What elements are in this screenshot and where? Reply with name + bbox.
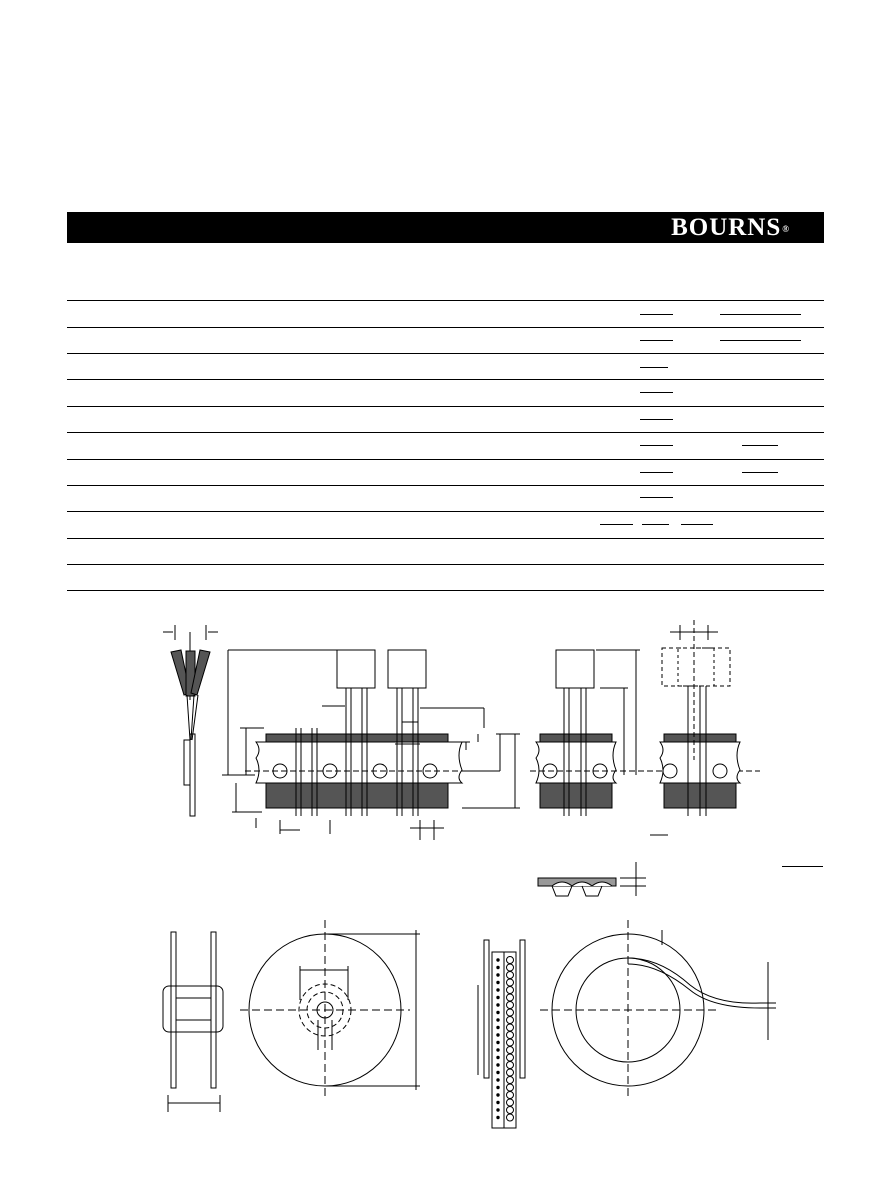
reel-front-view — [240, 920, 420, 1100]
sprocket-hole — [497, 1026, 499, 1028]
reel-side-view — [163, 932, 223, 1112]
tape-reel-front — [540, 920, 776, 1100]
sprocket-hole — [497, 974, 499, 976]
sprocket-hole — [497, 1079, 499, 1081]
sprocket-hole — [497, 1094, 499, 1096]
registered-mark: ® — [782, 224, 790, 234]
sprocket-hole — [497, 1034, 499, 1036]
sprocket-hole — [497, 989, 499, 991]
sprocket-hole — [497, 1011, 499, 1013]
sprocket-hole — [497, 1116, 499, 1118]
brand-name: BOURNS — [671, 214, 782, 241]
front-view-3 — [650, 620, 740, 835]
sprocket-hole — [497, 1086, 499, 1088]
sprocket-hole — [497, 981, 499, 983]
tape-cross-section — [538, 862, 646, 896]
sprocket-hole — [497, 996, 499, 998]
sprocket-hole — [497, 966, 499, 968]
sprocket-hole — [497, 1071, 499, 1073]
sprocket-hole — [497, 1064, 499, 1066]
sprocket-hole — [497, 1101, 499, 1103]
sprocket-hole — [497, 1056, 499, 1058]
sprocket-hole — [497, 1019, 499, 1021]
sprocket-hole — [497, 1109, 499, 1111]
sprocket-hole — [497, 1004, 499, 1006]
front-view — [232, 650, 520, 840]
sprocket-hole — [497, 1049, 499, 1051]
sprocket-hole — [497, 959, 499, 961]
tape-reel-side — [478, 940, 525, 1128]
sprocket-hole — [497, 1041, 499, 1043]
